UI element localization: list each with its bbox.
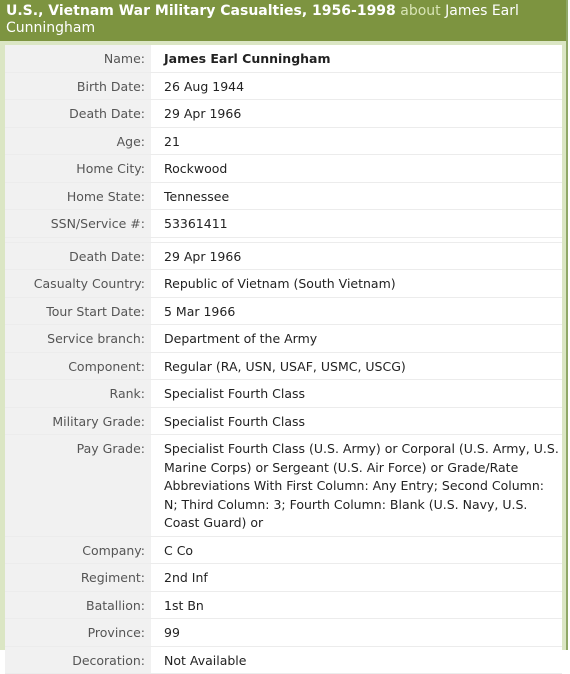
field-value-decoration: Not Available: [151, 646, 562, 674]
record-row-name: [5, 45, 562, 72]
record-row-casualty-country: [5, 270, 562, 298]
field-label: Component:: [5, 352, 151, 380]
field-value-company: C Co: [151, 536, 562, 564]
record-header: [0, 0, 566, 41]
record-row-service-branch: [5, 325, 562, 353]
field-label: Name:: [5, 45, 151, 72]
record-row-decoration: [5, 646, 562, 674]
field-value-component: Regular (RA, USN, USAF, USMC, USCG): [151, 352, 562, 380]
field-value-name: James Earl Cunningham: [151, 45, 562, 72]
field-value-pay-grade: Specialist Fourth Class (U.S. Army) or Corporal (U.S. Army, U.S. Marine Corps) or Sergeant (U.S. Air Force) or Grade/Rate Abbreviations With First Column: Any Entry; Second Column: N; Third Column: 3; Fourth Column: Blank (U.S. Navy, U.S. Coast Guard) or: [151, 435, 562, 537]
field-value-home-state: Tennessee: [151, 182, 562, 210]
record-row-tour-start-date: [5, 297, 562, 325]
field-label: Home City:: [5, 155, 151, 183]
field-value-service-branch: Department of the Army: [151, 325, 562, 353]
record-row-death-date: [5, 242, 562, 270]
record-row-province: [5, 619, 562, 647]
record-row-pay-grade: [5, 435, 562, 537]
record-row-home-city: [5, 155, 562, 183]
field-value-military-grade: Specialist Fourth Class: [151, 407, 562, 435]
field-value-home-city: Rockwood: [151, 155, 562, 183]
field-label: Military Grade:: [5, 407, 151, 435]
field-value-batallion: 1st Bn: [151, 591, 562, 619]
field-label: Tour Start Date:: [5, 297, 151, 325]
record-row-age: [5, 127, 562, 155]
field-label: Birth Date:: [5, 72, 151, 100]
about-label: about: [400, 3, 441, 19]
person-name-link[interactable]: James Earl Cunningham: [6, 3, 519, 36]
field-value-birth-date: 26 Aug 1944: [151, 72, 562, 100]
field-value-death-date: 29 Apr 1966: [151, 100, 562, 128]
record-row-ssn: [5, 210, 562, 238]
field-label: Casualty Country:: [5, 270, 151, 298]
field-value-rank: Specialist Fourth Class: [151, 380, 562, 408]
field-value-ssn: 53361411: [151, 210, 562, 238]
field-value-regiment: 2nd Inf: [151, 564, 562, 592]
field-label: Company:: [5, 536, 151, 564]
field-label: Age:: [5, 127, 151, 155]
field-label: SSN/Service #:: [5, 210, 151, 238]
record-row-component: [5, 352, 562, 380]
field-label: Death Date:: [5, 242, 151, 270]
field-value-casualty-country: Republic of Vietnam (South Vietnam): [151, 270, 562, 298]
field-label: Province:: [5, 619, 151, 647]
record-row-military-grade: [5, 407, 562, 435]
collection-title-link[interactable]: U.S., Vietnam War Military Casualties, 1956-1998: [6, 3, 396, 19]
record-row-company: [5, 536, 562, 564]
field-label: Regiment:: [5, 564, 151, 592]
field-value-tour-start-date: 5 Mar 1966: [151, 297, 562, 325]
field-label: Pay Grade:: [5, 435, 151, 537]
field-value-age: 21: [151, 127, 562, 155]
record-table: [5, 45, 562, 674]
field-label: Death Date:: [5, 100, 151, 128]
field-label: Batallion:: [5, 591, 151, 619]
record-row-home-state: [5, 182, 562, 210]
field-value-province: 99: [151, 619, 562, 647]
field-value-death-date: 29 Apr 1966: [151, 242, 562, 270]
field-label: Decoration:: [5, 646, 151, 674]
record-row-regiment: [5, 564, 562, 592]
record-row-batallion: [5, 591, 562, 619]
record-row-birth-date: [5, 72, 562, 100]
record-row-death-date: [5, 100, 562, 128]
field-label: Home State:: [5, 182, 151, 210]
field-label: Service branch:: [5, 325, 151, 353]
field-label: Rank:: [5, 380, 151, 408]
record-row-rank: [5, 380, 562, 408]
